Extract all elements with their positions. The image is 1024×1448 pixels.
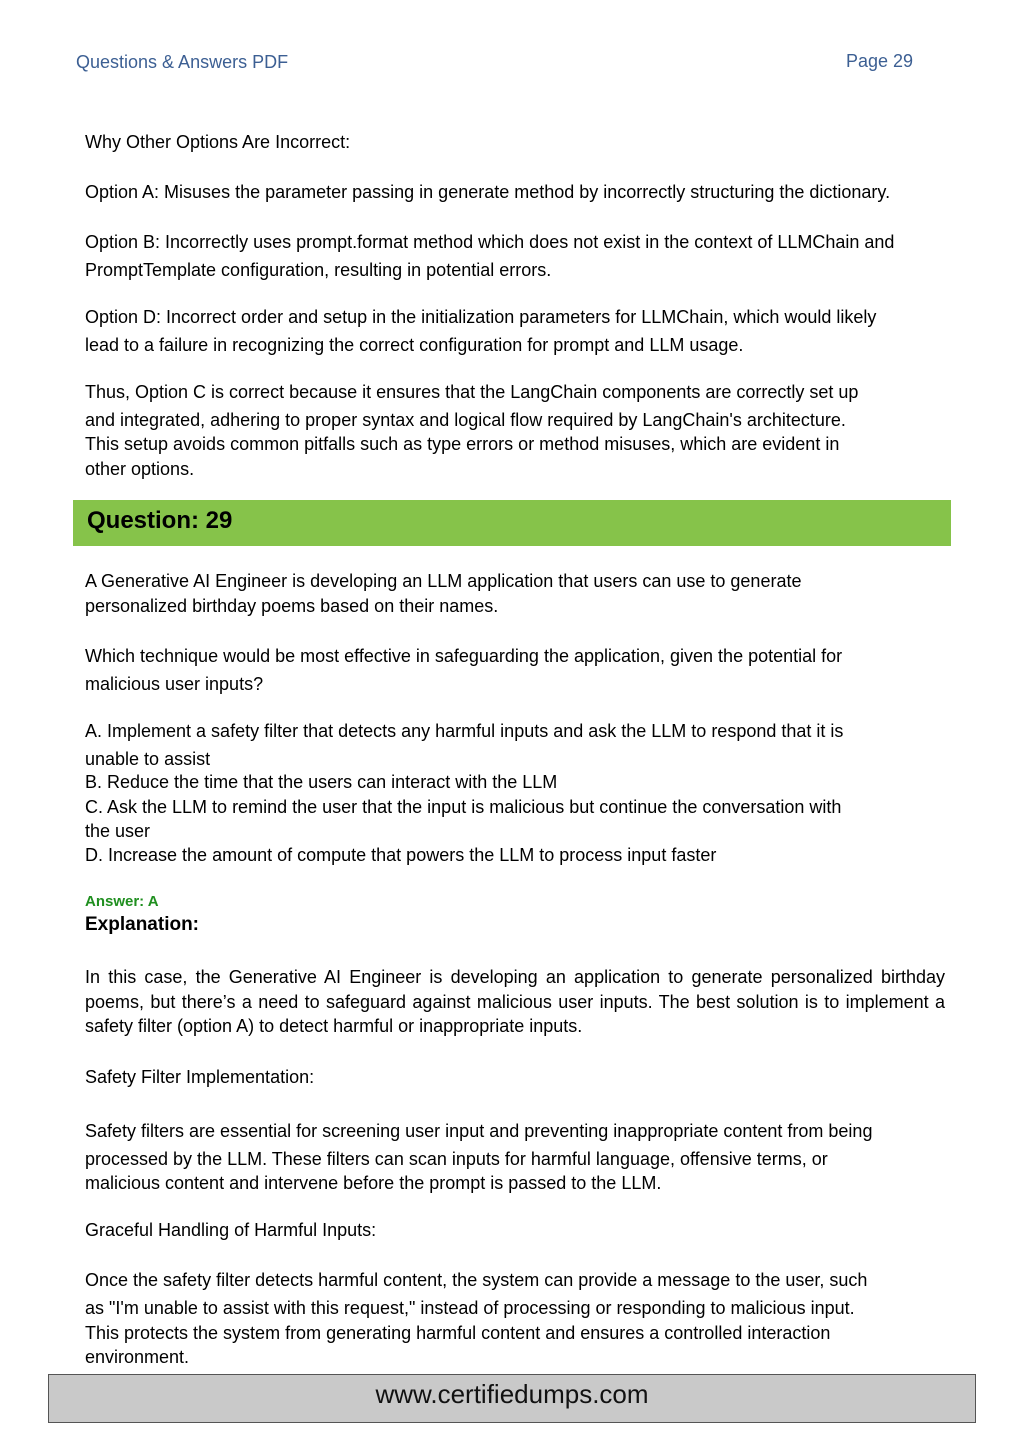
graceful-handling-heading: Graceful Handling of Harmful Inputs: bbox=[85, 1220, 377, 1240]
prev-option-b-line2: PromptTemplate configuration, resulting in potential errors. bbox=[85, 260, 552, 280]
prev-conclusion-line4: other options. bbox=[85, 459, 195, 479]
prev-conclusion-line3: This setup avoids common pitfalls such as type errors or method misuses, which are evident in bbox=[85, 434, 840, 454]
option-a-line1: A. Implement a safety filter that detects any harmful inputs and ask the LLM to respond that it is bbox=[85, 721, 844, 741]
graceful-handling-line1: Once the safety filter detects harmful content, the system can provide a message to the user, such bbox=[85, 1270, 868, 1290]
prev-conclusion-line2: and integrated, adhering to proper syntax and logical flow required by LangChain's architecture. bbox=[85, 410, 846, 430]
option-c-line1: C. Ask the LLM to remind the user that the input is malicious but continue the conversation with bbox=[85, 797, 842, 817]
option-c-line2: the user bbox=[85, 821, 151, 841]
question-stem-line1: A Generative AI Engineer is developing an LLM application that users can use to generate bbox=[85, 571, 802, 591]
question-title: Question: 29 bbox=[87, 507, 233, 534]
answer-label: Answer: A bbox=[85, 893, 159, 910]
graceful-handling-line3: This protects the system from generating harmful content and ensures a controlled interaction bbox=[85, 1323, 831, 1343]
footer-banner bbox=[48, 1374, 976, 1423]
graceful-handling-line2: as "I'm unable to assist with this request," instead of processing or responding to malicious input. bbox=[85, 1298, 855, 1318]
safety-filter-line2: processed by the LLM. These filters can scan inputs for harmful language, offensive terms, or bbox=[85, 1149, 828, 1169]
page-number: Page 29 bbox=[846, 51, 914, 71]
question-stem-line2: personalized birthday poems based on their names. bbox=[85, 596, 499, 616]
question-prompt-line1: Which technique would be most effective in safeguarding the application, given the potential for bbox=[85, 646, 843, 666]
prev-conclusion-line1: Thus, Option C is correct because it ensures that the LangChain components are correctly set up bbox=[85, 382, 859, 402]
explanation-paragraph: In this case, the Generative AI Engineer is developing an application to generate personalized birthday poems, but there’s a need to safeguard against malicious user inputs. The best solution is to implement a safety filter (option A) to detect harmful or inappropriate inputs. bbox=[85, 967, 945, 1036]
option-a-line2: unable to assist bbox=[85, 749, 211, 769]
option-d: D. Increase the amount of compute that powers the LLM to process input faster bbox=[85, 845, 717, 865]
footer-website-link[interactable]: www.certifiedumps.com bbox=[375, 1379, 649, 1409]
safety-filter-line1: Safety filters are essential for screening user input and preventing inappropriate content from being bbox=[85, 1121, 873, 1141]
header-title: Questions & Answers PDF bbox=[76, 52, 289, 72]
prev-option-b-line1: Option B: Incorrectly uses prompt.format method which does not exist in the context of LLMChain and bbox=[85, 232, 895, 252]
explanation-heading: Explanation: bbox=[85, 914, 200, 935]
safety-filter-line3: malicious content and intervene before the prompt is passed to the LLM. bbox=[85, 1173, 662, 1193]
question-prompt-line2: malicious user inputs? bbox=[85, 674, 264, 694]
option-b: B. Reduce the time that the users can interact with the LLM bbox=[85, 772, 558, 792]
graceful-handling-line4: environment. bbox=[85, 1347, 190, 1367]
prev-option-d-line1: Option D: Incorrect order and setup in the initialization parameters for LLMChain, which would likely bbox=[85, 307, 877, 327]
question-header-bar bbox=[73, 500, 951, 546]
prev-option-a: Option A: Misuses the parameter passing in generate method by incorrectly structuring the dictionary. bbox=[85, 182, 891, 202]
prev-explanation-heading: Why Other Options Are Incorrect: bbox=[85, 132, 351, 152]
prev-option-d-line2: lead to a failure in recognizing the correct configuration for prompt and LLM usage. bbox=[85, 335, 744, 355]
safety-filter-heading: Safety Filter Implementation: bbox=[85, 1067, 315, 1087]
